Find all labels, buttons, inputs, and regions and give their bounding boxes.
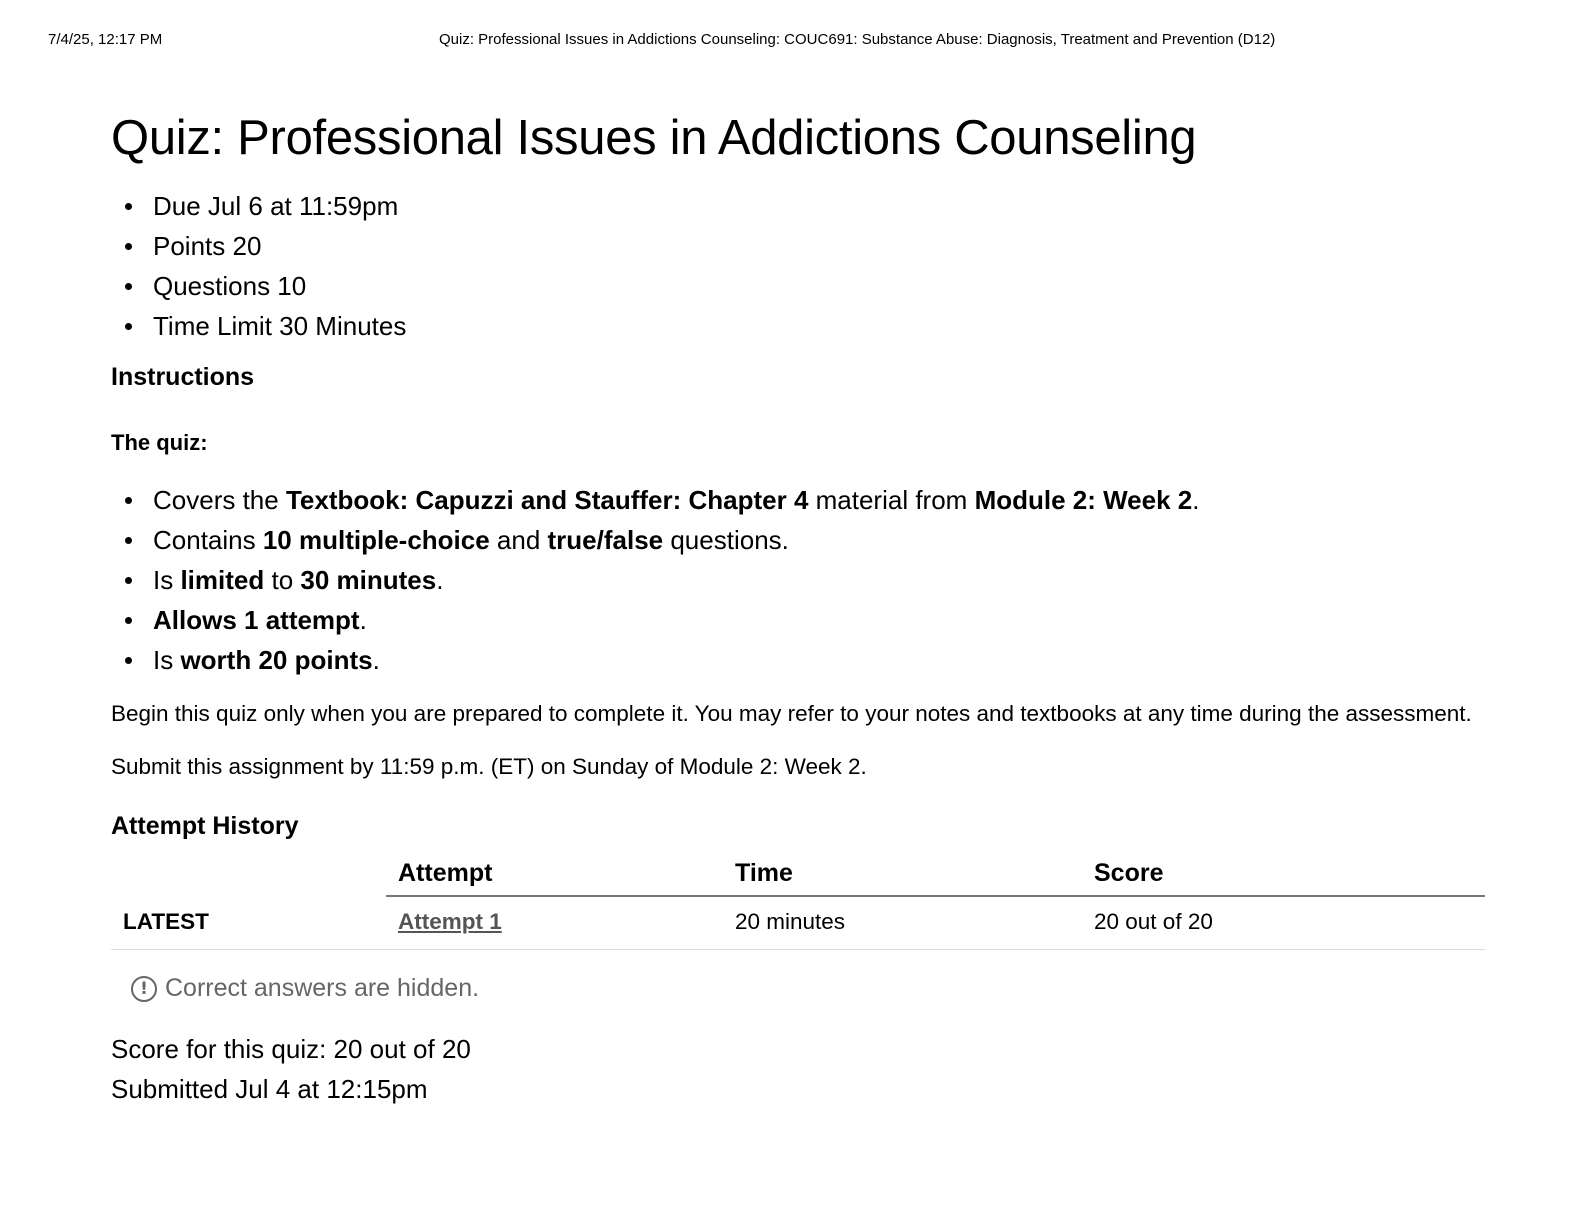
correct-answers-notice xyxy=(131,974,1481,1003)
instruction-bold-text: Module 2: Week 2 xyxy=(974,485,1193,515)
instruction-text: . xyxy=(372,645,380,675)
the-quiz-subheading: The quiz: xyxy=(111,430,208,455)
instruction-text: Covers the xyxy=(153,485,286,515)
attempt-1-link[interactable]: Attempt 1 xyxy=(398,909,502,934)
instruction-text: Is xyxy=(153,645,181,675)
instruction-item xyxy=(111,640,1481,680)
attempt-cell xyxy=(386,896,723,950)
instruction-bold-text: Allows 1 attempt xyxy=(153,605,360,635)
quiz-content xyxy=(111,108,1481,1109)
notice-text: Correct answers are hidden. xyxy=(165,974,480,1002)
detail-points: Points 20 xyxy=(111,226,1481,266)
instruction-item xyxy=(111,520,1481,560)
attempt-history-table xyxy=(111,849,1485,950)
quiz-score: Score for this quiz: 20 out of 20 xyxy=(111,1034,471,1064)
print-datetime: 7/4/25, 12:17 PM xyxy=(48,31,163,48)
instruction-text: . xyxy=(359,605,367,635)
latest-label: LATEST xyxy=(111,896,386,950)
table-row xyxy=(111,896,1485,950)
score-cell: 20 out of 20 xyxy=(1082,896,1485,950)
instruction-bold-text: true/false xyxy=(547,525,664,555)
exclamation-circle-icon: ! xyxy=(131,976,157,1002)
submission-paragraph: Submit this assignment by 11:59 p.m. (ET) on Sunday of Module 2: Week 2. xyxy=(111,754,867,779)
instruction-text: material from xyxy=(808,485,975,515)
instruction-text: Is xyxy=(153,565,181,595)
instruction-bold-text: worth 20 points xyxy=(180,645,373,675)
detail-questions: Questions 10 xyxy=(111,266,1481,306)
instruction-text: Contains xyxy=(153,525,263,555)
page-title: Quiz: Professional Issues in Addictions Counseling xyxy=(111,111,1197,165)
column-header-blank xyxy=(111,849,386,896)
instruction-item xyxy=(111,480,1481,520)
quiz-details-list xyxy=(111,186,1481,346)
column-header-score: Score xyxy=(1082,849,1485,896)
instructions-list xyxy=(111,480,1481,680)
instruction-text: and xyxy=(489,525,548,555)
instruction-text: questions. xyxy=(663,525,789,555)
instruction-item xyxy=(111,600,1481,640)
instruction-text: . xyxy=(436,565,444,595)
instruction-bold-text: 30 minutes xyxy=(300,565,437,595)
column-header-time: Time xyxy=(723,849,1082,896)
instruction-bold-text: Textbook: Capuzzi and Stauffer: Chapter 4 xyxy=(285,485,809,515)
score-summary xyxy=(111,1029,1481,1109)
instruction-bold-text: limited xyxy=(180,565,265,595)
submitted-time: Submitted Jul 4 at 12:15pm xyxy=(111,1074,428,1104)
instruction-bold-text: 10 multiple-choice xyxy=(262,525,490,555)
table-header-row xyxy=(111,849,1485,896)
instruction-item xyxy=(111,560,1481,600)
column-header-attempt: Attempt xyxy=(386,849,723,896)
instruction-text: . xyxy=(1192,485,1200,515)
detail-due: Due Jul 6 at 11:59pm xyxy=(111,186,1481,226)
instructions-paragraph: Begin this quiz only when you are prepared to complete it. You may refer to your notes and textbooks at any time during the assessment. xyxy=(111,701,1472,726)
attempt-history-heading: Attempt History xyxy=(111,812,299,840)
detail-time-limit: Time Limit 30 Minutes xyxy=(111,306,1481,346)
instruction-text: to xyxy=(264,565,301,595)
time-cell: 20 minutes xyxy=(723,896,1082,950)
instructions-heading: Instructions xyxy=(111,363,255,391)
print-page-title: Quiz: Professional Issues in Addictions Counseling: COUC691: Substance Abuse: Diagnosis, Treatment and Prevention (D12) xyxy=(439,31,1276,48)
